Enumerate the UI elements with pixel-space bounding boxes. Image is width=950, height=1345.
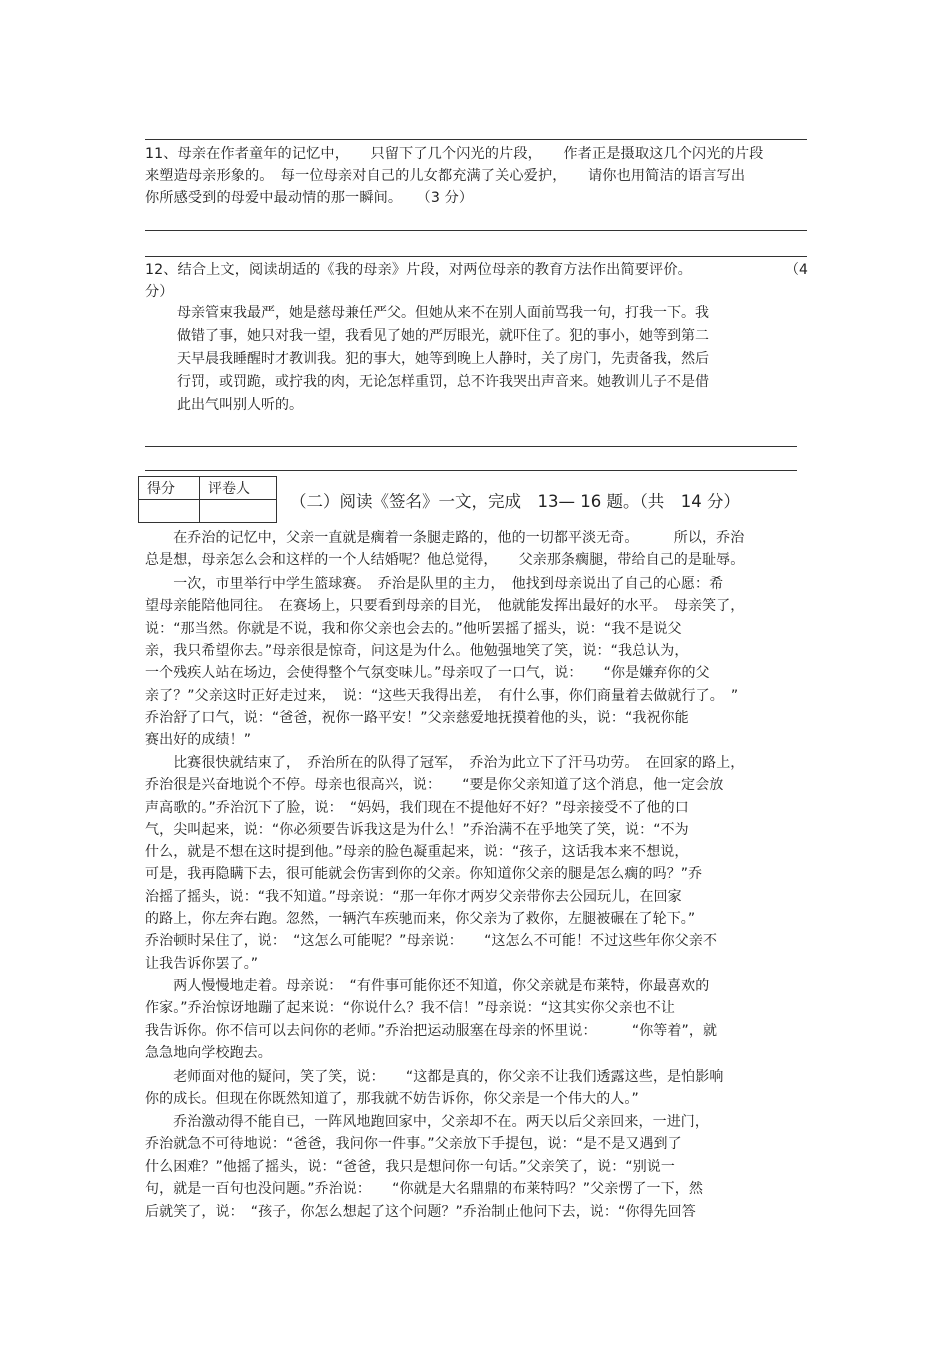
passage-line: 说：“那当然。你就是不说，我和你父亲也会去的。”他听罢摇了摇头，说：“我不是说父	[145, 621, 682, 637]
passage-line: 你的成长。但现在你既然知道了，那我就不妨告诉你，你父亲是一个伟大的人。”	[145, 1091, 639, 1107]
answer-line	[145, 256, 807, 257]
passage-line: 乔治顿时呆住了，说： “这怎么可能呢？”母亲说： “这怎么不可能！不过这些年你父亲不	[145, 933, 718, 949]
q11-line: 11、母亲在作者童年的记忆中， 只留下了几个闪光的片段， 作者正是摄取这几个闪光的片段	[145, 146, 764, 162]
section-heading: （二）阅读《签名》一文，完成 13— 16 题。（共 14 分）	[290, 492, 740, 511]
passage-line: 作家。”乔治惊讶地蹦了起来说：“你说什么？我不信！”母亲说：“这其实你父亲也不让	[145, 1000, 676, 1016]
answer-line	[145, 230, 807, 231]
passage-line: 老师面对他的疑问，笑了笑，说： “这都是真的，你父亲不让我们透露这些，是怕影响	[145, 1069, 724, 1085]
q12-prompt: 12、结合上文，阅读胡适的《我的母亲》片段，对两位母亲的教育方法作出简要评价。	[145, 262, 692, 278]
passage-line: 什么困难？”他摇了摇头，说：“爸爸，我只是想问你一句话。”父亲笑了，说：“别说一	[145, 1159, 676, 1175]
passage-line: 声高歌的。”乔治沉下了脸，说： “妈妈，我们现在不提他好不好？”母亲接受不了他的口	[145, 800, 689, 816]
passage-line: 后就笑了，说： “孩子，你怎么想起了这个问题？”乔治制止他问下去，说：“你得先回答	[145, 1204, 696, 1220]
passage-line: 句，就是一百句也没问题。”乔治说： “你就是大名鼎鼎的布莱特吗？”父亲愣了一下，然	[145, 1181, 703, 1197]
passage-line: 让我告诉你罢了。”	[145, 956, 259, 972]
passage-line: 亲了？”父亲这时正好走过来， 说：“这些天我得出差， 有什么事，你们商量着去做就行了。 ”	[145, 688, 739, 704]
quote-line: 行罚，或罚跪，或拧我的肉，无论怎样重罚，总不许我哭出声音来。她教训儿子不是借	[177, 374, 709, 390]
passage-line: 的路上，你左奔右跑。忽然，一辆汽车疾驰而来，你父亲为了救你，左腿被碾在了轮下。”	[145, 911, 696, 927]
passage-line: 亲，我只希望你去。”母亲很是惊奇，问这是为什么。他勉强地笑了笑，说：“我总认为，	[145, 643, 689, 659]
passage-line: 什么，就是不想在这时提到他。”母亲的脸色凝重起来，说：“孩子，这话我本来不想说，	[145, 844, 689, 860]
passage-line: 急急地向学校跑去。	[145, 1045, 272, 1061]
grader-cell[interactable]	[200, 500, 277, 523]
score-table	[138, 476, 277, 523]
passage-line: 治摇了摇头，说：“我不知道。”母亲说：“那一年你才两岁父亲带你去公园玩儿，在回家	[145, 889, 682, 905]
q12-score: （4	[785, 262, 808, 278]
quote-line: 做错了事，她只对我一望，我看见了她的严厉眼光，就吓住了。犯的事小，她等到第二	[177, 328, 709, 344]
quote-line: 母亲管束我最严，她是慈母兼任严父。但她从来不在别人面前骂我一句，打我一下。我	[177, 305, 709, 321]
quote-line: 天早晨我睡醒时才教训我。犯的事大，她等到晚上人静时，关了房门，先责备我，然后	[177, 351, 709, 367]
q11-line: 来塑造母亲形象的。 每一位母亲对自己的儿女都充满了关心爱护， 请你也用简洁的语言写出	[145, 168, 746, 184]
answer-line	[145, 446, 797, 447]
passage-line: 在乔治的记忆中，父亲一直就是瘸着一条腿走路的，他的一切都平淡无奇。 所以，乔治	[145, 530, 745, 546]
grader-label: 评卷人	[200, 477, 277, 500]
q11-line: 你所感受到的母爱中最动情的那一瞬间。 （3 分）	[145, 190, 474, 206]
passage-line: 一个残疾人站在场边，会使得整个气氛变味儿。”母亲叹了一口气，说： “你是嫌弃你的父	[145, 665, 710, 681]
passage-line: 乔治激动得不能自已，一阵风地跑回家中，父亲却不在。两天以后父亲回来，一进门，	[145, 1114, 709, 1130]
quote-line: 此出气叫别人听的。	[177, 397, 303, 413]
passage-line: 乔治很是兴奋地说个不停。母亲也很高兴，说： “要是你父亲知道了这个消息，他一定会放	[145, 777, 724, 793]
passage-line: 比赛很快就结束了， 乔治所在的队得了冠军， 乔治为此立下了汗马功劳。 在回家的路上，	[145, 755, 745, 771]
q12-score-end: 分）	[145, 284, 174, 300]
passage-line: 两人慢慢地走着。母亲说： “有件事可能你还不知道，你父亲就是布莱特，你最喜欢的	[145, 978, 710, 994]
passage-line: 可是，我再隐瞒下去，很可能就会伤害到你的父亲。你知道你父亲的腿是怎么瘸的吗？”乔	[145, 866, 703, 882]
answer-line	[145, 139, 807, 140]
score-label: 得分	[139, 477, 200, 500]
passage-line: 我告诉你。你不信可以去问你的老师。”乔治把运动服塞在母亲的怀里说： “你等着”，就	[145, 1023, 718, 1039]
passage-line: 赛出好的成绩！”	[145, 732, 252, 748]
passage-line: 气，尖叫起来，说：“你必须要告诉我这是为什么！”乔治满不在乎地笑了笑，说：“不为	[145, 822, 689, 838]
passage-line: 一次，市里举行中学生篮球赛。 乔治是队里的主力， 他找到母亲说出了自己的心愿：希	[145, 576, 724, 592]
score-cell[interactable]	[139, 500, 200, 523]
answer-line	[145, 470, 797, 471]
passage-line: 乔治舒了口气，说：“爸爸，祝你一路平安！”父亲慈爱地抚摸着他的头，说：“我祝你能	[145, 710, 689, 726]
passage-line: 总是想，母亲怎么会和这样的一个人结婚呢？他总觉得， 父亲那条瘸腿，带给自己的是耻辱。	[145, 552, 745, 568]
passage-line: 望母亲能陪他同往。 在赛场上，只要看到母亲的目光， 他就能发挥出最好的水平。 母亲笑了，	[145, 598, 745, 614]
passage-line: 乔治就急不可待地说：“爸爸，我问你一件事。”父亲放下手提包，说：“是不是又遇到了	[145, 1136, 682, 1152]
